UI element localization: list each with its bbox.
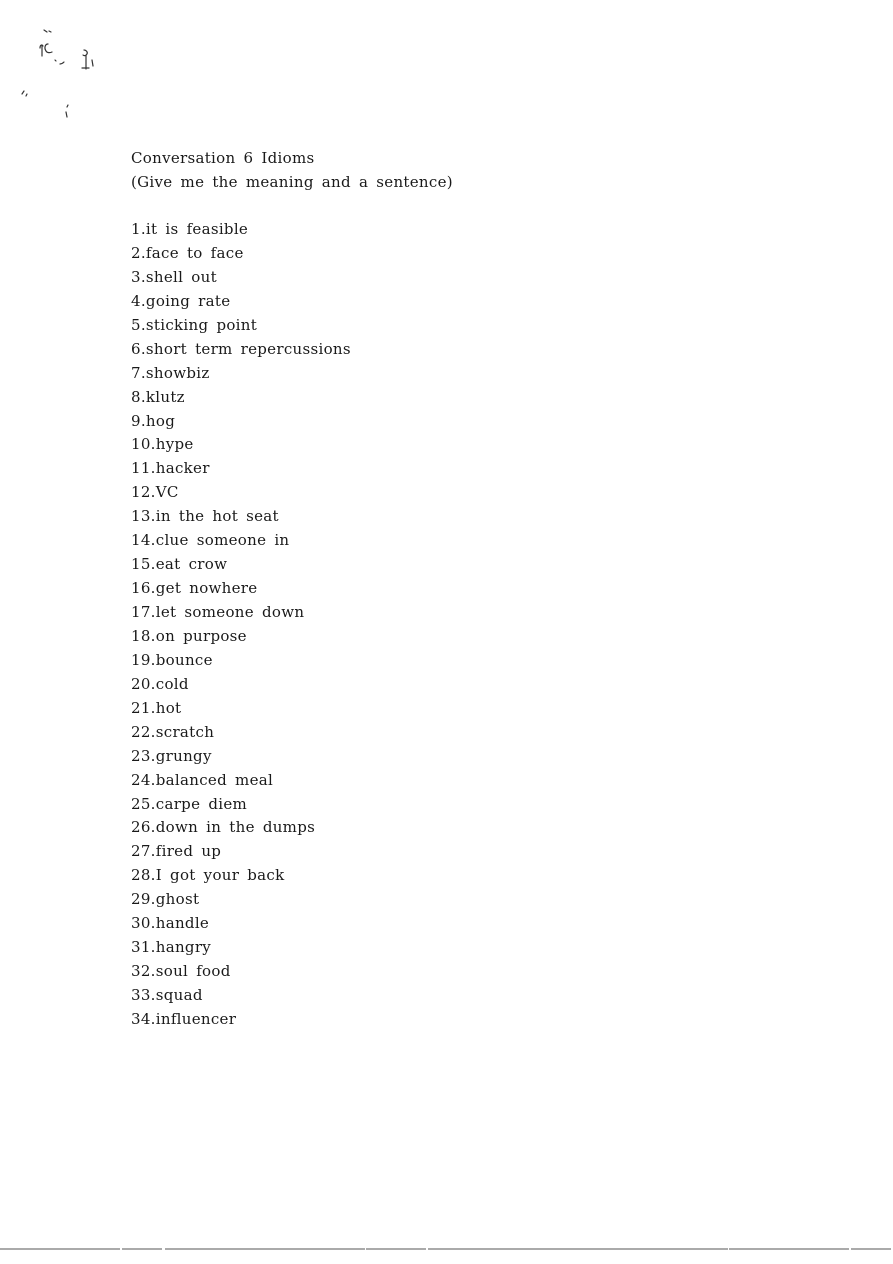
list-item: 29.ghost bbox=[131, 890, 200, 909]
list-item: 27.fired up bbox=[131, 842, 222, 861]
list-item: 22.scratch bbox=[131, 722, 215, 741]
list-item: 15.eat crow bbox=[131, 555, 228, 574]
list-item: 7.showbiz bbox=[131, 363, 210, 382]
list-item: 24.balanced meal bbox=[131, 770, 274, 789]
page-title: Conversation 6 Idioms bbox=[131, 149, 315, 167]
list-item: 19.bounce bbox=[131, 650, 213, 669]
list-item: 13.in the hot seat bbox=[131, 507, 279, 526]
list-item: 23.grungy bbox=[131, 746, 212, 765]
list-item: 2.face to face bbox=[131, 243, 244, 262]
scan-artifact-marks bbox=[0, 0, 140, 130]
list-item: 1.it is feasible bbox=[131, 220, 249, 238]
list-item: 26.down in the dumps bbox=[131, 818, 316, 837]
page-subtitle: (Give me the meaning and a sentence) bbox=[131, 173, 453, 191]
list-item: 21.hot bbox=[131, 698, 182, 717]
list-item: 6.short term repercussions bbox=[131, 339, 351, 358]
list-item: 9.hog bbox=[131, 411, 176, 430]
idioms-content bbox=[131, 146, 831, 1028]
list-item: 33.squad bbox=[131, 986, 203, 1004]
list-item: 17.let someone down bbox=[131, 603, 305, 621]
list-item: 16.get nowhere bbox=[131, 579, 258, 598]
list-item: 11.hacker bbox=[131, 459, 210, 478]
list-item: 12.VC bbox=[131, 483, 179, 502]
list-item: 14.clue someone in bbox=[131, 531, 290, 550]
scan-bottom-edge-line bbox=[0, 1248, 893, 1250]
list-item: 30.handle bbox=[131, 914, 210, 933]
list-item: 8.klutz bbox=[131, 387, 185, 406]
list-item: 20.cold bbox=[131, 674, 189, 693]
idioms-list bbox=[131, 218, 351, 1032]
list-item: 32.soul food bbox=[131, 962, 231, 981]
list-item: 25.carpe diem bbox=[131, 794, 248, 813]
list-item: 34.influencer bbox=[131, 1009, 237, 1028]
list-item: 10.hype bbox=[131, 435, 194, 454]
list-item: 4.going rate bbox=[131, 291, 231, 310]
list-item: 3.shell out bbox=[131, 267, 217, 286]
list-item: 31.hangry bbox=[131, 938, 212, 957]
list-item: 18.on purpose bbox=[131, 626, 247, 645]
list-item: 28.I got your back bbox=[131, 866, 285, 885]
list-item: 5.sticking point bbox=[131, 315, 258, 334]
